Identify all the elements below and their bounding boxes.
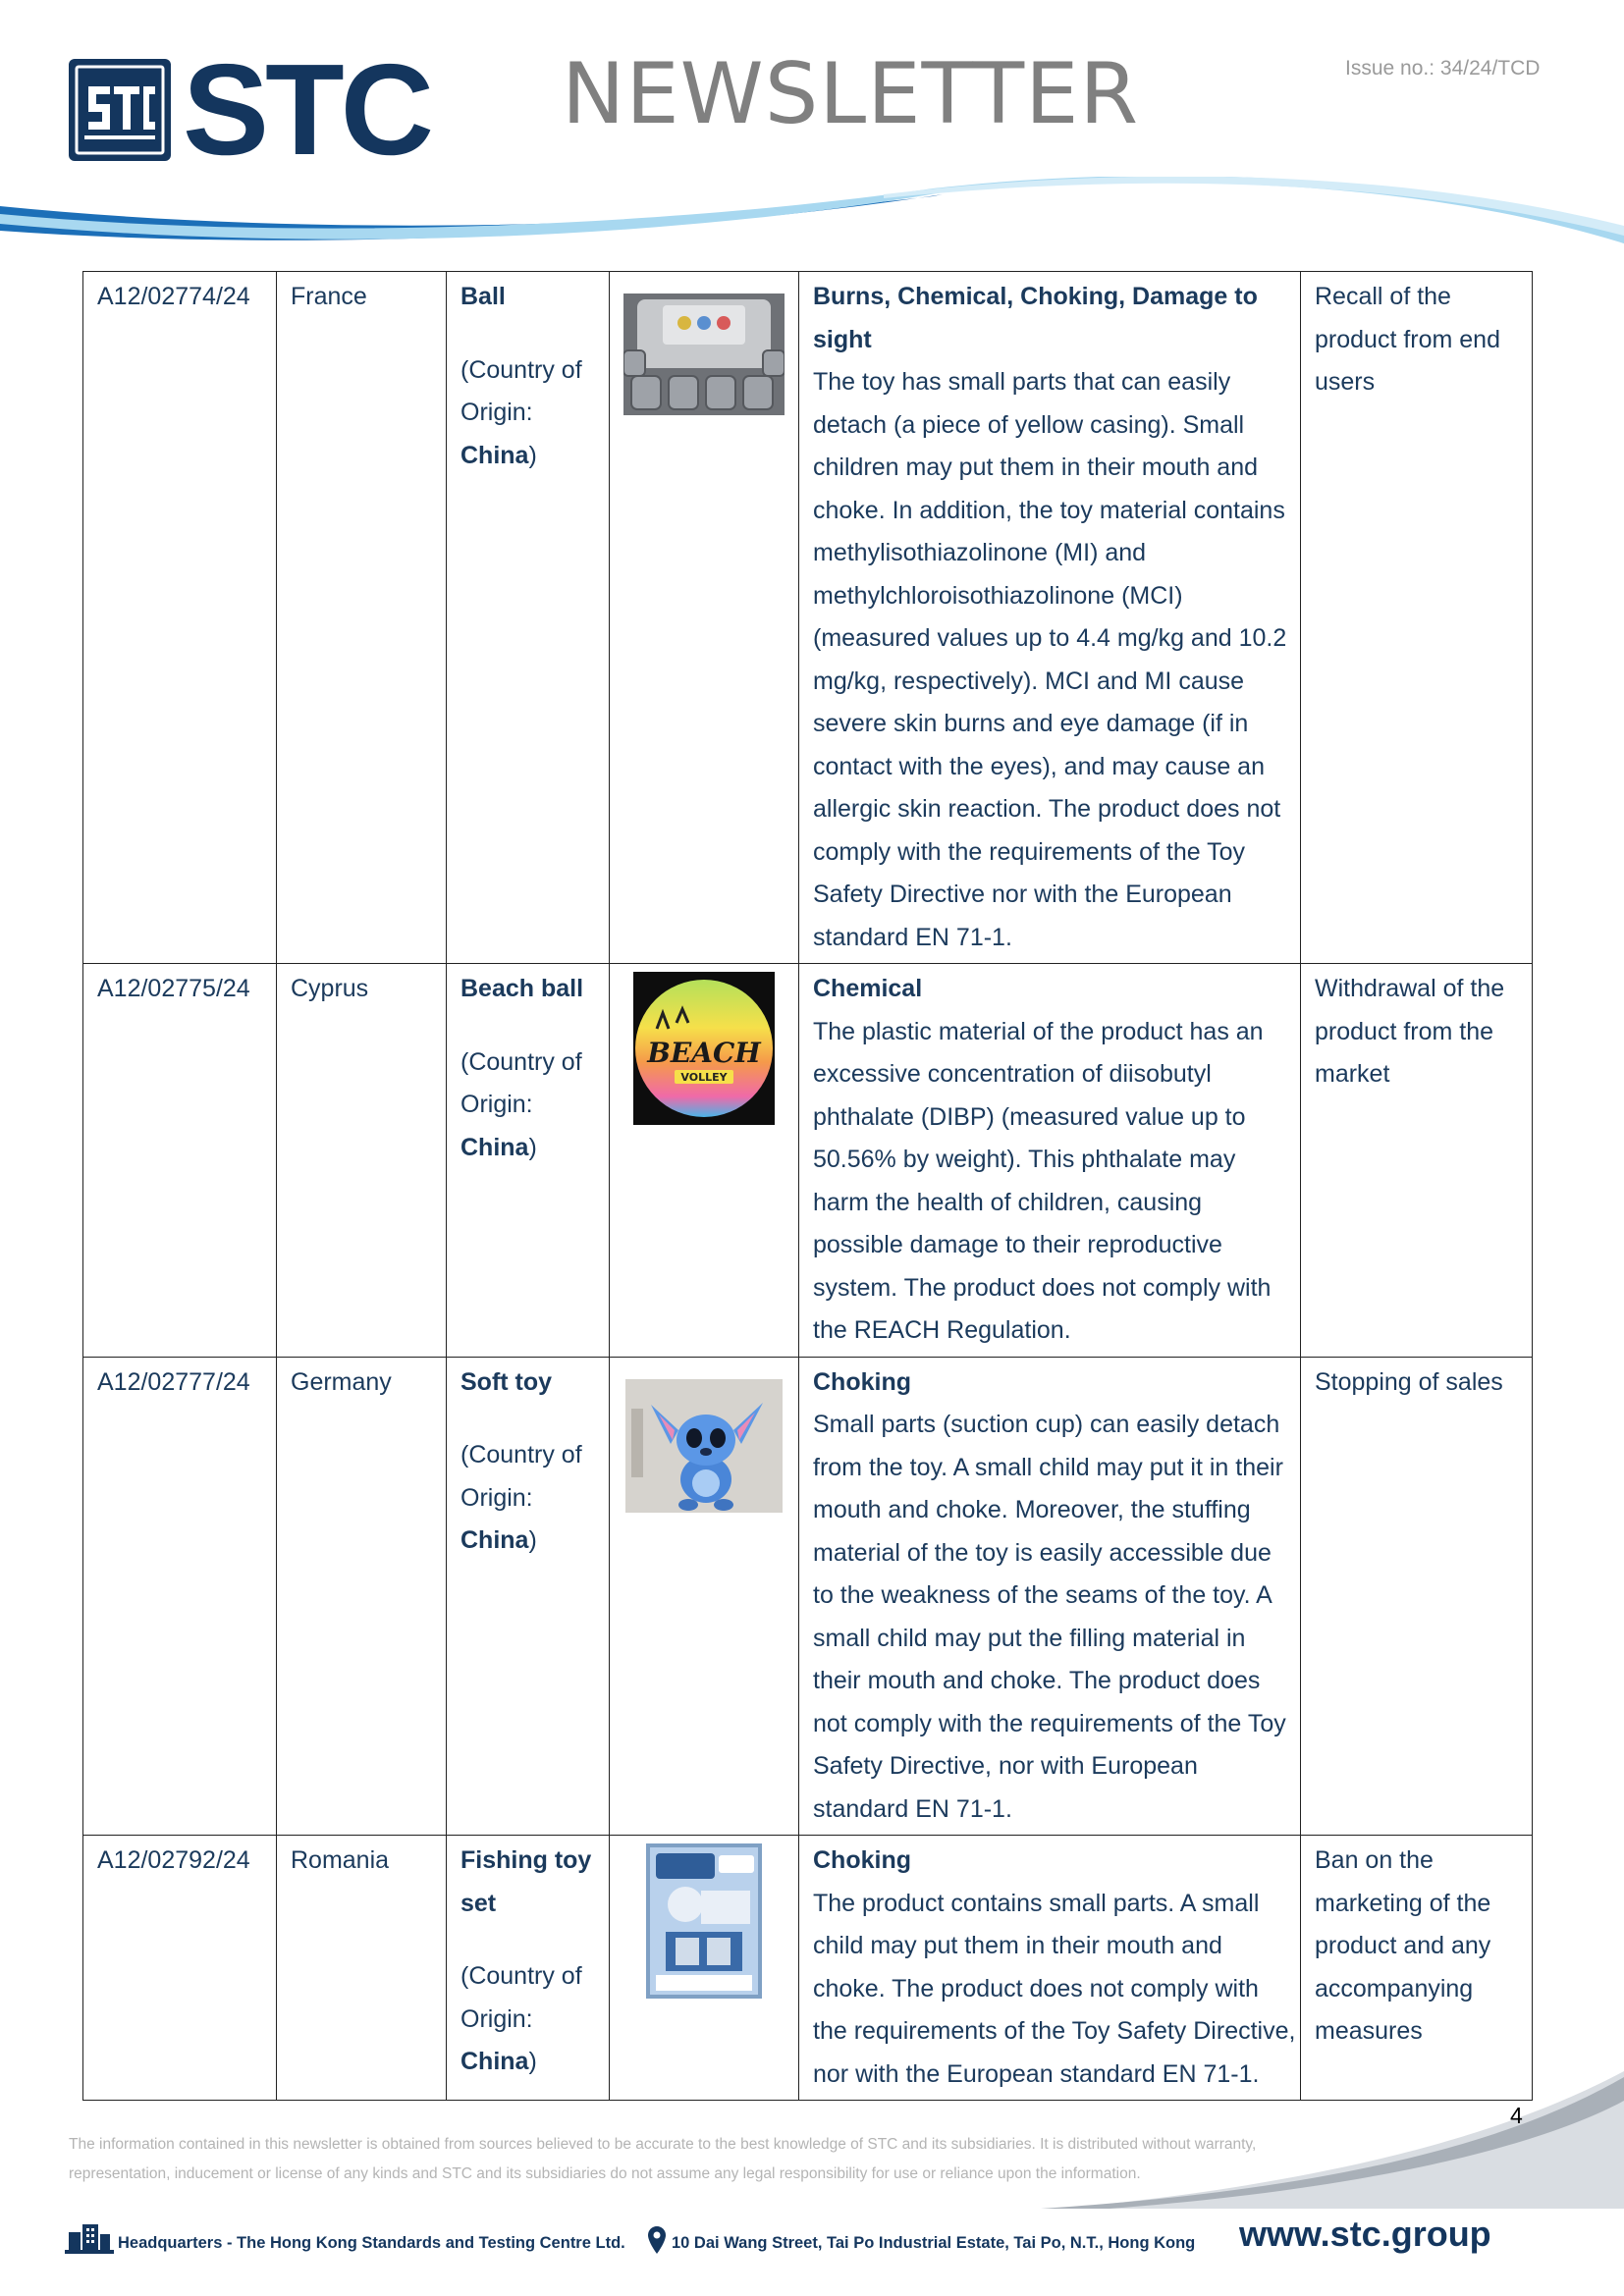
ref-cell <box>83 272 277 964</box>
measures-taken: Withdrawal of the product from the market <box>1315 975 1505 1088</box>
risk-description: Small parts (suction cup) can easily detach from the toy. A small child may put it in their mouth and choke. Moreover, the stuffing material of the toy is easily accessible due to the weakness of the seams of the toy. A small child may put the filling material in their mouth and choke. The product does not comply with the requirements of the Toy Safety Directive, nor with European standard EN 71-1. <box>813 1411 1286 1823</box>
header-swoosh <box>0 177 1624 265</box>
country-of-origin: (Country of Origin: China) <box>460 355 582 469</box>
product-photo-beach-ball <box>633 972 775 1125</box>
risk-type: Burns, Chemical, Choking, Damage to sight <box>813 283 1258 353</box>
image-cell <box>610 272 799 964</box>
product-cell <box>447 964 610 1358</box>
table-row <box>83 1836 1533 2101</box>
country-of-origin: (Country of Origin: China) <box>460 1962 582 2075</box>
notifying-country: Cyprus <box>291 975 369 1002</box>
country-cell <box>277 272 447 964</box>
measures-taken: Stopping of sales <box>1315 1367 1503 1396</box>
ref-cell <box>83 964 277 1358</box>
table-row <box>83 272 1533 964</box>
product-cell <box>447 1836 610 2101</box>
page-title: NEWSLETTER <box>562 45 1140 143</box>
risk-cell <box>799 1836 1301 2101</box>
product-name: Soft toy <box>460 1367 553 1396</box>
page-number: 4 <box>1510 2103 1523 2128</box>
logo-wordmark: STC <box>183 37 430 182</box>
building-icon <box>65 2220 114 2256</box>
risk-cell <box>799 964 1301 1358</box>
country-cell <box>277 1836 447 2101</box>
country-cell <box>277 1357 447 1836</box>
country-cell <box>277 964 447 1358</box>
table-row <box>83 964 1533 1358</box>
product-name: Fishing toy set <box>460 1846 592 1917</box>
issue-number: Issue no.: 34/24/TCD <box>1345 57 1541 80</box>
table-row <box>83 1357 1533 1836</box>
risk-description: The toy has small parts that can easily detach (a piece of yellow casing). Small children may put them in their mouth and choke. In addition, the toy material contains methylisothiazolinone (MI) and methylchloroisothiazolinone (MCI) (measured values up to 4.4 mg/kg and 10.2 mg/kg, respectively). MCI and MI cause severe skin burns and eye damage (if in contact with the eyes), and may cause an allergic skin reaction. The product does not comply with the requirements of the Toy Safety Directive nor with the European standard EN 71-1. <box>813 368 1287 951</box>
country-of-origin: (Country of Origin: China) <box>460 1047 582 1161</box>
risk-description: The plastic material of the product has an excessive concentration of diisobutyl phthalate (DIBP) (measured value up to 50.56% by weight). This phthalate may harm the health of children, causing possible damage to their reproductive system. The product does not comply with the REACH Regulation. <box>813 1017 1272 1344</box>
image-cell <box>610 1357 799 1836</box>
disclaimer-text: The information contained in this newsletter is obtained from sources believed to be accurate to the best knowledge of STC and its subsidiaries. It is distributed without warranty, representation, inducement or license of any kinds and STC and its subsidiaries do not assume any legal responsibility for use or reliance upon the information. <box>69 2136 1257 2182</box>
notifying-country: Romania <box>291 1846 390 1874</box>
product-name: Beach ball <box>460 975 584 1002</box>
recall-table <box>82 271 1533 2101</box>
svg-text:VOLLEY: VOLLEY <box>680 1071 728 1084</box>
measures-cell <box>1301 1836 1533 2101</box>
product-cell <box>447 1357 610 1836</box>
image-cell <box>610 964 799 1358</box>
product-photo-soft-toy <box>625 1379 783 1513</box>
risk-cell <box>799 1357 1301 1836</box>
ref-number: A12/02774/24 <box>97 283 250 310</box>
measures-cell <box>1301 964 1533 1358</box>
risk-type: Choking <box>813 1846 911 1874</box>
product-cell <box>447 272 610 964</box>
beach-ball-print-text: BEACH <box>647 1037 761 1069</box>
ref-cell <box>83 1836 277 2101</box>
notifying-country: France <box>291 283 367 310</box>
ref-number: A12/02777/24 <box>97 1367 250 1396</box>
ref-number: A12/02792/24 <box>97 1846 250 1874</box>
website-link[interactable]: www.stc.group <box>1239 2214 1491 2254</box>
country-of-origin: (Country of Origin: China) <box>460 1441 582 1554</box>
notifying-country: Germany <box>291 1367 392 1396</box>
ref-number: A12/02775/24 <box>97 975 250 1002</box>
measures-cell <box>1301 1357 1533 1836</box>
location-pin-icon <box>648 2226 666 2254</box>
stc-logo-mark <box>67 57 173 163</box>
risk-type: Choking <box>813 1367 911 1396</box>
measures-taken: Recall of the product from end users <box>1315 283 1500 396</box>
image-cell <box>610 1836 799 2101</box>
product-name: Ball <box>460 283 506 310</box>
risk-type: Chemical <box>813 975 923 1002</box>
product-photo-fishing-toy-set <box>646 1843 762 1999</box>
address-text: 10 Dai Wang Street, Tai Po Industrial Estate, Tai Po, N.T., Hong Kong <box>672 2234 1196 2252</box>
risk-cell <box>799 272 1301 964</box>
measures-cell <box>1301 272 1533 964</box>
ref-cell <box>83 1357 277 1836</box>
product-photo-ball-packaged <box>623 294 785 415</box>
measures-taken: Ban on the marketing of the product and any accompanying measures <box>1315 1846 1491 2045</box>
risk-description: The product contains small parts. A small child may put them in their mouth and choke. The product does not comply with the requirements of the Toy Safety Directive, nor with the European standard EN 71-1. <box>813 1889 1296 2088</box>
stc-logo <box>67 37 460 182</box>
headquarters-label: Headquarters - The Hong Kong Standards and Testing Centre Ltd. <box>118 2234 625 2252</box>
